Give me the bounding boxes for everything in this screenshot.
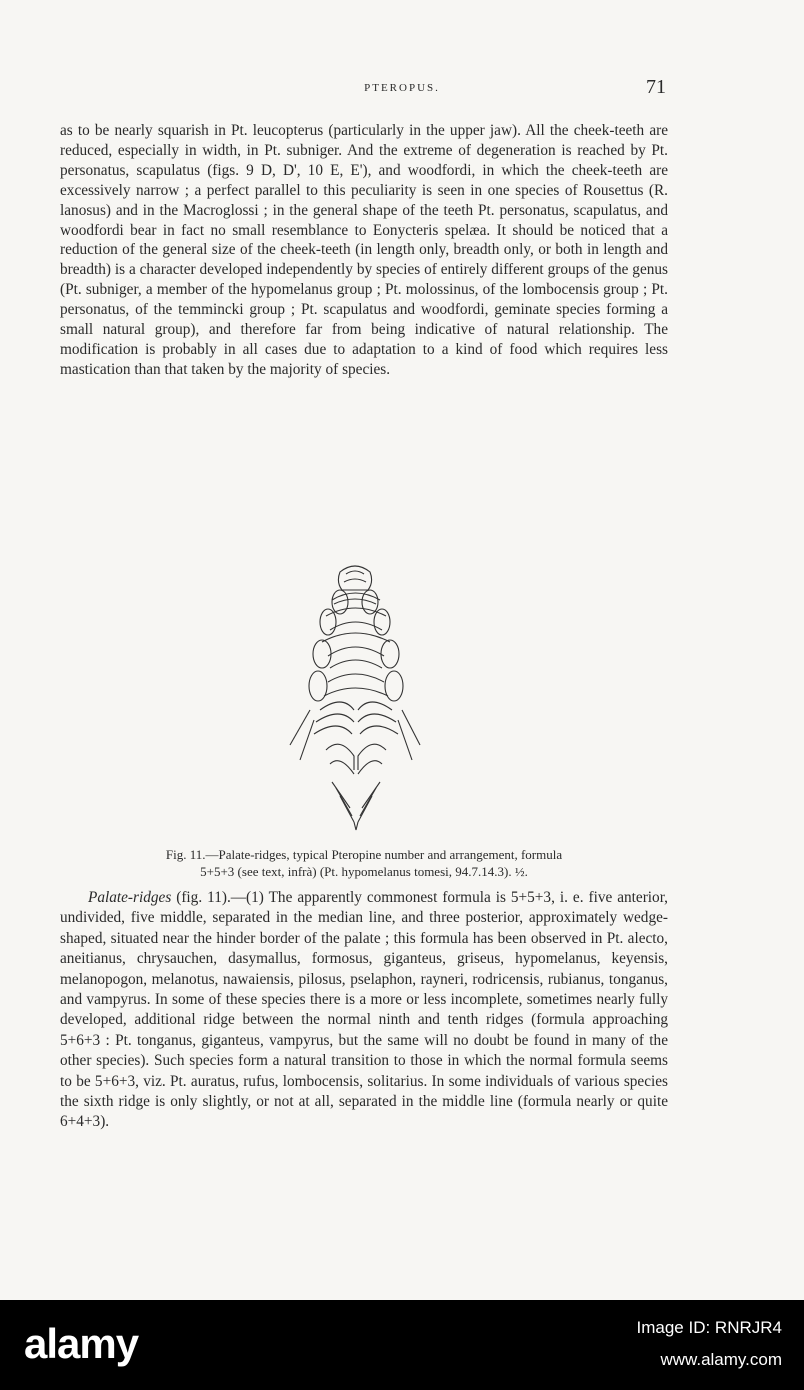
palate-ridges-figure: [270, 560, 440, 850]
section-text: (fig. 11).—(1) The apparently commonest formula is 5+5+3, i. e. five anterior, undivided, five middle, separated in the median line, and three posterior, approximately wedge-shaped, situated near the hinder border of the palate ; this formula has been observed in Pt. alecto, aneitianus, chrysauchen, dasymallus, formosus, giganteus, griseus, hypomelanus, keyensis, melanopogon, melanotus, nawaiensis, pilosus, pselaphon, rayneri, rodricensis, rubianus, tonganus, and vampyrus. In some of these species there is a more or less incomplete, sometimes nearly fully developed, additional ridge between the normal ninth and tenth ridges (formula approaching 5+6+3 : Pt. tonganus, giganteus, vampyrus, but the same will no doubt be found in many of the other species). Such species form a natural transition to those in which the normal formula seems to be 5+6+3, viz. Pt. auratus, rufus, lombocensis, solitarius. In some individuals of various species the sixth ridge is only slightly, or not at all, separated in the middle line (formula nearly or quite 6+4+3).: [60, 889, 668, 1131]
caption-line-2: 5+5+3 (see text, infrà) (Pt. hypomelanus tomesi, 94.7.14.3). ½.: [200, 864, 528, 879]
alamy-logo: alamy: [24, 1320, 139, 1367]
caption-line-1: Fig. 11.—Palate-ridges, typical Pteropine number and arrangement, formula: [165, 847, 563, 862]
running-head: PTEROPUS.: [364, 82, 440, 94]
section-heading: Palate-ridges: [88, 889, 172, 906]
body-paragraph: [60, 121, 668, 380]
paragraph-text: as to be nearly squarish in Pt. leucopterus (particularly in the upper jaw). All the cheek-teeth are reduced, especially in width, in Pt. subniger. And the extreme of degeneration is reached by Pt. personatus, scapulatus (figs. 9 D, D', 10 E, E'), and woodfordi, in which the cheek-teeth are excessively narrow ; a perfect parallel to this peculiarity is seen in one species of Rousettus (R. lanosus) and in the Macroglossi ; in the general shape of the teeth Pt. personatus, scapulatus, and woodfordi bear in fact no small resemblance to Eonycteris spelæa. It should be noticed that a reduction of the general size of the cheek-teeth (in length only, breadth only, or both in length and breadth) is a character developed independently by species of entirely different groups of the genus (Pt. subniger, a member of the hypomelanus group ; Pt. molossinus, of the lombocensis group ; Pt. personatus, of the temmincki group ; Pt. scapulatus and woodfordi, geminate species forming a small natural group), and therefore far from being indicative of natural relationship. The modification is probably in all cases due to adaptation to a kind of food which requires less mastication than that taken by the majority of species.: [60, 122, 668, 378]
palate-ridges-drawing-icon: [270, 560, 440, 850]
page-number: 71: [646, 76, 666, 98]
watermark-url: www.alamy.com: [660, 1350, 782, 1369]
palate-ridges-section: [60, 888, 668, 1133]
figure-caption: [60, 846, 668, 880]
section-paragraph: [60, 888, 668, 1133]
page-header: [0, 76, 804, 100]
image-id: Image ID: RNRJR4: [636, 1318, 782, 1337]
